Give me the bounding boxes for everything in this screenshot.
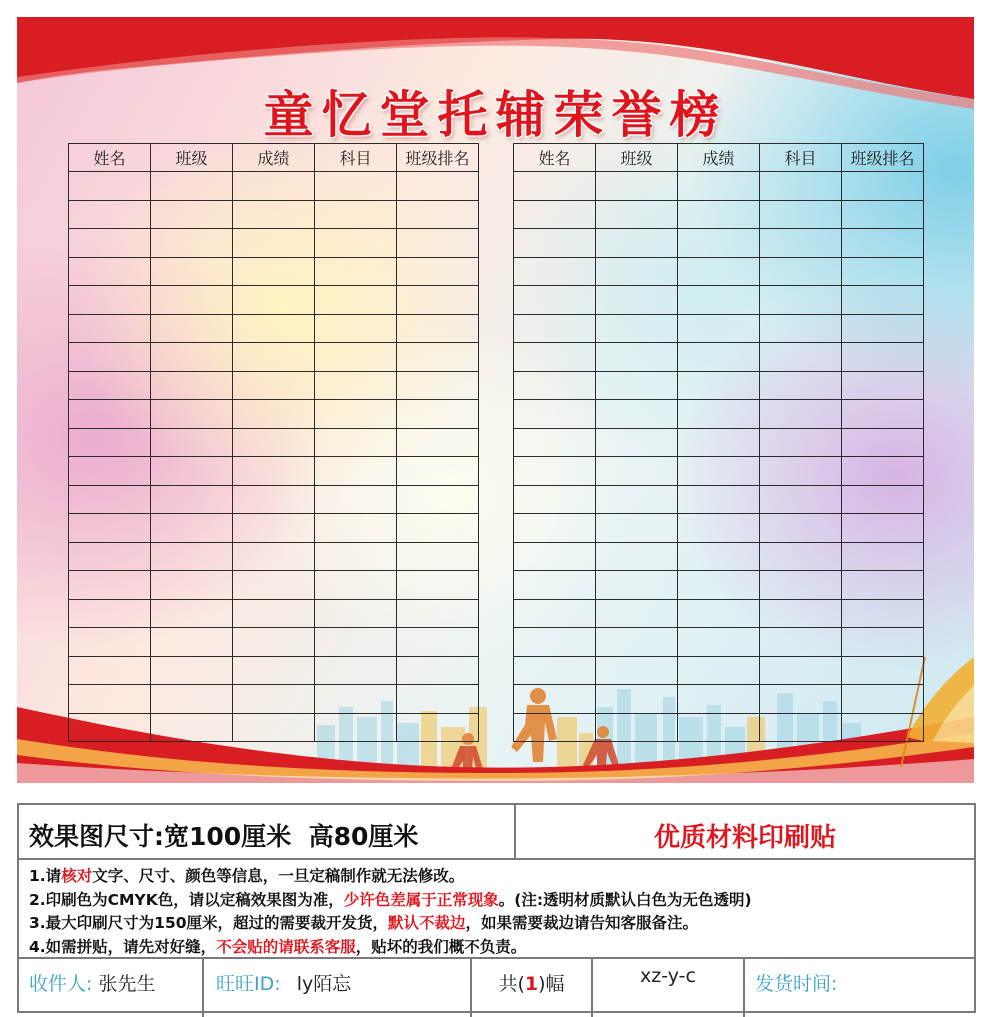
table-cell <box>151 343 233 372</box>
recipient-label: 收件人: <box>29 973 93 995</box>
table-cell <box>397 457 479 486</box>
table-row <box>69 685 479 714</box>
table-cell <box>678 542 760 571</box>
table-cell <box>678 571 760 600</box>
table-cell <box>315 457 397 486</box>
table-cell <box>596 628 678 657</box>
table-cell <box>315 514 397 543</box>
table-cell <box>315 371 397 400</box>
table-cell <box>69 428 151 457</box>
column-header: 班级 <box>151 144 233 172</box>
table-cell <box>678 685 760 714</box>
table-cell <box>678 172 760 201</box>
table-cell <box>760 514 842 543</box>
table-cell <box>397 599 479 628</box>
table-cell <box>151 229 233 258</box>
table-cell <box>596 656 678 685</box>
material-label: 优质材料印刷贴 <box>653 823 836 853</box>
table-cell <box>514 400 596 429</box>
table-cell <box>514 428 596 457</box>
table-cell <box>514 713 596 742</box>
table-cell <box>678 371 760 400</box>
table-row <box>514 286 924 315</box>
table-cell <box>842 172 924 201</box>
table-cell <box>842 371 924 400</box>
table-cell <box>514 656 596 685</box>
note-text: 2.印刷色为CMYK色，请以定稿效果图为准， <box>29 890 344 909</box>
quantity-suffix: )幅 <box>538 973 565 995</box>
table-cell <box>69 713 151 742</box>
table-cell <box>514 599 596 628</box>
table-cell <box>760 428 842 457</box>
column-header: 班级 <box>596 144 678 172</box>
table-cell <box>397 656 479 685</box>
table-cell <box>69 514 151 543</box>
table-cell <box>760 656 842 685</box>
table-cell <box>69 599 151 628</box>
table-cell <box>596 314 678 343</box>
wangwang-id: ly陌忘 <box>296 973 352 995</box>
table-row <box>514 343 924 372</box>
table-cell <box>151 314 233 343</box>
note-text: 4.如需拼贴，请先对好缝， <box>29 937 217 956</box>
table-cell <box>315 343 397 372</box>
table-cell <box>842 485 924 514</box>
table-cell <box>514 571 596 600</box>
table-cell <box>69 457 151 486</box>
recipient-cell <box>19 959 204 1017</box>
table-cell <box>233 229 315 258</box>
table-cell <box>596 457 678 486</box>
note-text: 1.请 <box>29 867 62 885</box>
quantity-prefix: 共( <box>498 973 525 995</box>
table-row <box>69 314 479 343</box>
table-cell <box>678 343 760 372</box>
table-row <box>514 514 924 543</box>
table-cell <box>315 172 397 201</box>
table-cell <box>69 400 151 429</box>
table-cell <box>69 628 151 657</box>
column-header: 科目 <box>760 144 842 172</box>
table-cell <box>151 257 233 286</box>
table-cell <box>315 200 397 229</box>
table-cell <box>842 257 924 286</box>
table-cell <box>315 713 397 742</box>
table-header-row <box>514 144 924 172</box>
table-cell <box>678 656 760 685</box>
table-cell <box>151 685 233 714</box>
table-row <box>69 200 479 229</box>
ship-time-label: 发货时间: <box>755 973 838 995</box>
table-cell <box>760 172 842 201</box>
table-cell <box>678 457 760 486</box>
table-row <box>514 371 924 400</box>
table-cell <box>69 314 151 343</box>
table-cell <box>760 400 842 429</box>
table-cell <box>842 713 924 742</box>
table-cell <box>842 428 924 457</box>
table-cell <box>151 713 233 742</box>
table-row <box>69 428 479 457</box>
order-info-panel <box>17 803 976 1013</box>
table-cell <box>315 314 397 343</box>
table-cell <box>760 314 842 343</box>
table-cell <box>596 571 678 600</box>
table-cell <box>69 571 151 600</box>
table-cell <box>233 314 315 343</box>
table-cell <box>69 685 151 714</box>
table-row <box>69 400 479 429</box>
size-info <box>29 817 418 853</box>
table-cell <box>514 628 596 657</box>
size-value: :宽100厘米 高80厘米 <box>154 822 419 851</box>
table-cell <box>760 542 842 571</box>
table-row <box>69 172 479 201</box>
table-cell <box>842 286 924 315</box>
table-cell <box>151 514 233 543</box>
table-cell <box>760 571 842 600</box>
table-cell <box>678 400 760 429</box>
table-cell <box>397 428 479 457</box>
table-cell <box>315 656 397 685</box>
table-cell <box>596 371 678 400</box>
table-row <box>514 713 924 742</box>
table-cell <box>151 457 233 486</box>
table-cell <box>397 628 479 657</box>
table-cell <box>151 599 233 628</box>
table-cell <box>678 286 760 315</box>
table-cell <box>397 343 479 372</box>
table-cell <box>842 400 924 429</box>
table-cell <box>397 257 479 286</box>
table-cell <box>233 599 315 628</box>
honor-board-poster <box>17 17 974 783</box>
note-line <box>29 936 752 960</box>
table-cell <box>233 514 315 543</box>
table-cell <box>69 656 151 685</box>
table-cell <box>233 656 315 685</box>
table-cell <box>69 172 151 201</box>
table-cell <box>233 343 315 372</box>
table-cell <box>233 685 315 714</box>
table-cell <box>315 685 397 714</box>
table-cell <box>69 286 151 315</box>
table-cell <box>842 628 924 657</box>
table-cell <box>233 172 315 201</box>
recipient-name: 张先生 <box>98 973 156 995</box>
wangwang-cell <box>204 959 472 1017</box>
table-cell <box>233 286 315 315</box>
table-cell <box>596 257 678 286</box>
code-cell <box>593 959 745 1017</box>
table-row <box>69 514 479 543</box>
table-cell <box>69 343 151 372</box>
table-row <box>69 485 479 514</box>
table-cell <box>842 514 924 543</box>
quantity-value: 1 <box>524 973 539 995</box>
table-row <box>514 599 924 628</box>
quantity-cell <box>472 959 593 1017</box>
table-cell <box>397 172 479 201</box>
table-cell <box>760 257 842 286</box>
column-header: 班级排名 <box>842 144 924 172</box>
table-cell <box>760 200 842 229</box>
table-row <box>514 571 924 600</box>
wangwang-label: 旺旺ID: <box>216 973 281 995</box>
table-cell <box>760 343 842 372</box>
table-cell <box>151 200 233 229</box>
table-cell <box>514 172 596 201</box>
note-text: ，如果需要裁边请告知客服备注。 <box>465 914 699 932</box>
table-cell <box>596 200 678 229</box>
table-cell <box>514 514 596 543</box>
note-text: ，贴坏的我们概不负责。 <box>355 937 527 956</box>
shipping-row <box>19 957 974 1017</box>
table-cell <box>678 599 760 628</box>
table-cell <box>315 571 397 600</box>
table-row <box>514 314 924 343</box>
table-cell <box>69 371 151 400</box>
table-row <box>514 685 924 714</box>
table-cell <box>596 713 678 742</box>
table-cell <box>315 286 397 315</box>
table-cell <box>514 257 596 286</box>
note-highlight: 少许色差属于正常现象 <box>343 890 499 909</box>
table-cell <box>315 628 397 657</box>
table-cell <box>315 542 397 571</box>
table-row <box>69 257 479 286</box>
table-cell <box>151 371 233 400</box>
table-row <box>514 485 924 514</box>
table-cell <box>397 314 479 343</box>
table-cell <box>233 200 315 229</box>
table-row <box>69 457 479 486</box>
table-cell <box>514 314 596 343</box>
table-row <box>514 457 924 486</box>
table-cell <box>596 428 678 457</box>
table-cell <box>397 542 479 571</box>
table-cell <box>315 485 397 514</box>
table-cell <box>69 257 151 286</box>
table-cell <box>397 485 479 514</box>
table-row <box>514 172 924 201</box>
table-cell <box>397 286 479 315</box>
table-row <box>514 229 924 258</box>
table-cell <box>842 542 924 571</box>
table-cell <box>69 542 151 571</box>
table-cell <box>760 229 842 258</box>
product-code: xz-y-c <box>640 965 696 987</box>
table-cell <box>842 571 924 600</box>
table-cell <box>233 457 315 486</box>
table-row <box>514 542 924 571</box>
table-cell <box>596 343 678 372</box>
size-row <box>19 805 974 860</box>
table-cell <box>842 200 924 229</box>
table-row <box>69 599 479 628</box>
column-header: 科目 <box>315 144 397 172</box>
table-cell <box>151 628 233 657</box>
table-cell <box>596 542 678 571</box>
table-cell <box>315 229 397 258</box>
note-highlight: 核对 <box>61 867 93 885</box>
table-cell <box>315 599 397 628</box>
table-cell <box>315 400 397 429</box>
table-cell <box>760 685 842 714</box>
table-row <box>69 656 479 685</box>
table-cell <box>233 428 315 457</box>
table-cell <box>151 542 233 571</box>
table-cell <box>678 713 760 742</box>
note-text: 。(注:透明材质默认白色为无色透明) <box>498 890 752 909</box>
table-row <box>514 200 924 229</box>
note-line <box>29 912 752 936</box>
note-line <box>29 889 752 913</box>
table-cell <box>233 571 315 600</box>
table-cell <box>842 314 924 343</box>
table-row <box>514 400 924 429</box>
table-cell <box>69 229 151 258</box>
table-cell <box>233 400 315 429</box>
table-row <box>69 343 479 372</box>
table-cell <box>678 229 760 258</box>
note-line <box>29 865 752 889</box>
note-text: 3.最大印刷尺寸为150厘米，超过的需要裁开发货， <box>29 914 389 932</box>
table-cell <box>678 514 760 543</box>
table-cell <box>151 286 233 315</box>
table-cell <box>678 628 760 657</box>
table-row <box>69 371 479 400</box>
table-cell <box>514 542 596 571</box>
table-cell <box>397 200 479 229</box>
table-cell <box>596 599 678 628</box>
table-cell <box>514 457 596 486</box>
table-cell <box>233 713 315 742</box>
note-highlight: 不会贴的请联系客服 <box>216 937 356 956</box>
table-cell <box>678 314 760 343</box>
ship-time-cell <box>745 959 978 1017</box>
table-cell <box>397 371 479 400</box>
table-cell <box>514 685 596 714</box>
table-cell <box>760 457 842 486</box>
table-row <box>69 628 479 657</box>
table-cell <box>151 485 233 514</box>
table-cell <box>514 286 596 315</box>
table-cell <box>760 713 842 742</box>
table-row <box>69 286 479 315</box>
table-cell <box>596 485 678 514</box>
honor-table-left <box>68 143 479 742</box>
table-cell <box>69 485 151 514</box>
table-cell <box>760 485 842 514</box>
table-cell <box>151 400 233 429</box>
column-header: 成绩 <box>678 144 760 172</box>
table-cell <box>514 200 596 229</box>
table-cell <box>315 257 397 286</box>
table-cell <box>233 485 315 514</box>
table-cell <box>397 571 479 600</box>
table-row <box>514 628 924 657</box>
table-cell <box>233 257 315 286</box>
table-cell <box>233 628 315 657</box>
table-cell <box>69 200 151 229</box>
table-cell <box>678 485 760 514</box>
table-cell <box>842 656 924 685</box>
table-cell <box>678 257 760 286</box>
table-cell <box>397 400 479 429</box>
table-cell <box>678 200 760 229</box>
column-header: 班级排名 <box>397 144 479 172</box>
table-cell <box>233 542 315 571</box>
table-cell <box>760 286 842 315</box>
table-cell <box>678 428 760 457</box>
table-cell <box>315 428 397 457</box>
note-highlight: 默认不裁边 <box>388 914 466 932</box>
table-cell <box>842 229 924 258</box>
table-cell <box>151 172 233 201</box>
table-cell <box>760 371 842 400</box>
table-row <box>69 571 479 600</box>
table-cell <box>596 286 678 315</box>
table-cell <box>842 457 924 486</box>
table-cell <box>233 371 315 400</box>
table-row <box>69 713 479 742</box>
table-cell <box>842 343 924 372</box>
note-text: 文字、尺寸、颜色等信息，一旦定稿制作就无法修改。 <box>92 867 465 885</box>
table-cell <box>596 229 678 258</box>
table-row <box>514 257 924 286</box>
table-cell <box>760 628 842 657</box>
table-cell <box>151 656 233 685</box>
table-row <box>514 656 924 685</box>
table-row <box>514 428 924 457</box>
column-header: 成绩 <box>233 144 315 172</box>
table-row <box>69 542 479 571</box>
table-cell <box>596 172 678 201</box>
table-row <box>69 229 479 258</box>
table-cell <box>842 685 924 714</box>
table-cell <box>514 485 596 514</box>
table-cell <box>151 571 233 600</box>
table-cell <box>842 599 924 628</box>
table-cell <box>514 343 596 372</box>
column-header: 姓名 <box>514 144 596 172</box>
size-label: 效果图尺寸 <box>29 822 155 851</box>
honor-table-right <box>513 143 924 742</box>
table-cell <box>514 229 596 258</box>
table-header-row <box>69 144 479 172</box>
poster-title: 童忆堂托辅荣誉榜 <box>263 85 728 144</box>
table-cell <box>397 685 479 714</box>
table-cell <box>397 713 479 742</box>
print-notes <box>29 865 752 959</box>
table-cell <box>596 685 678 714</box>
table-cell <box>596 400 678 429</box>
table-cell <box>397 229 479 258</box>
table-cell <box>151 428 233 457</box>
table-cell <box>514 371 596 400</box>
column-header: 姓名 <box>69 144 151 172</box>
table-cell <box>596 514 678 543</box>
table-cell <box>760 599 842 628</box>
table-cell <box>397 514 479 543</box>
